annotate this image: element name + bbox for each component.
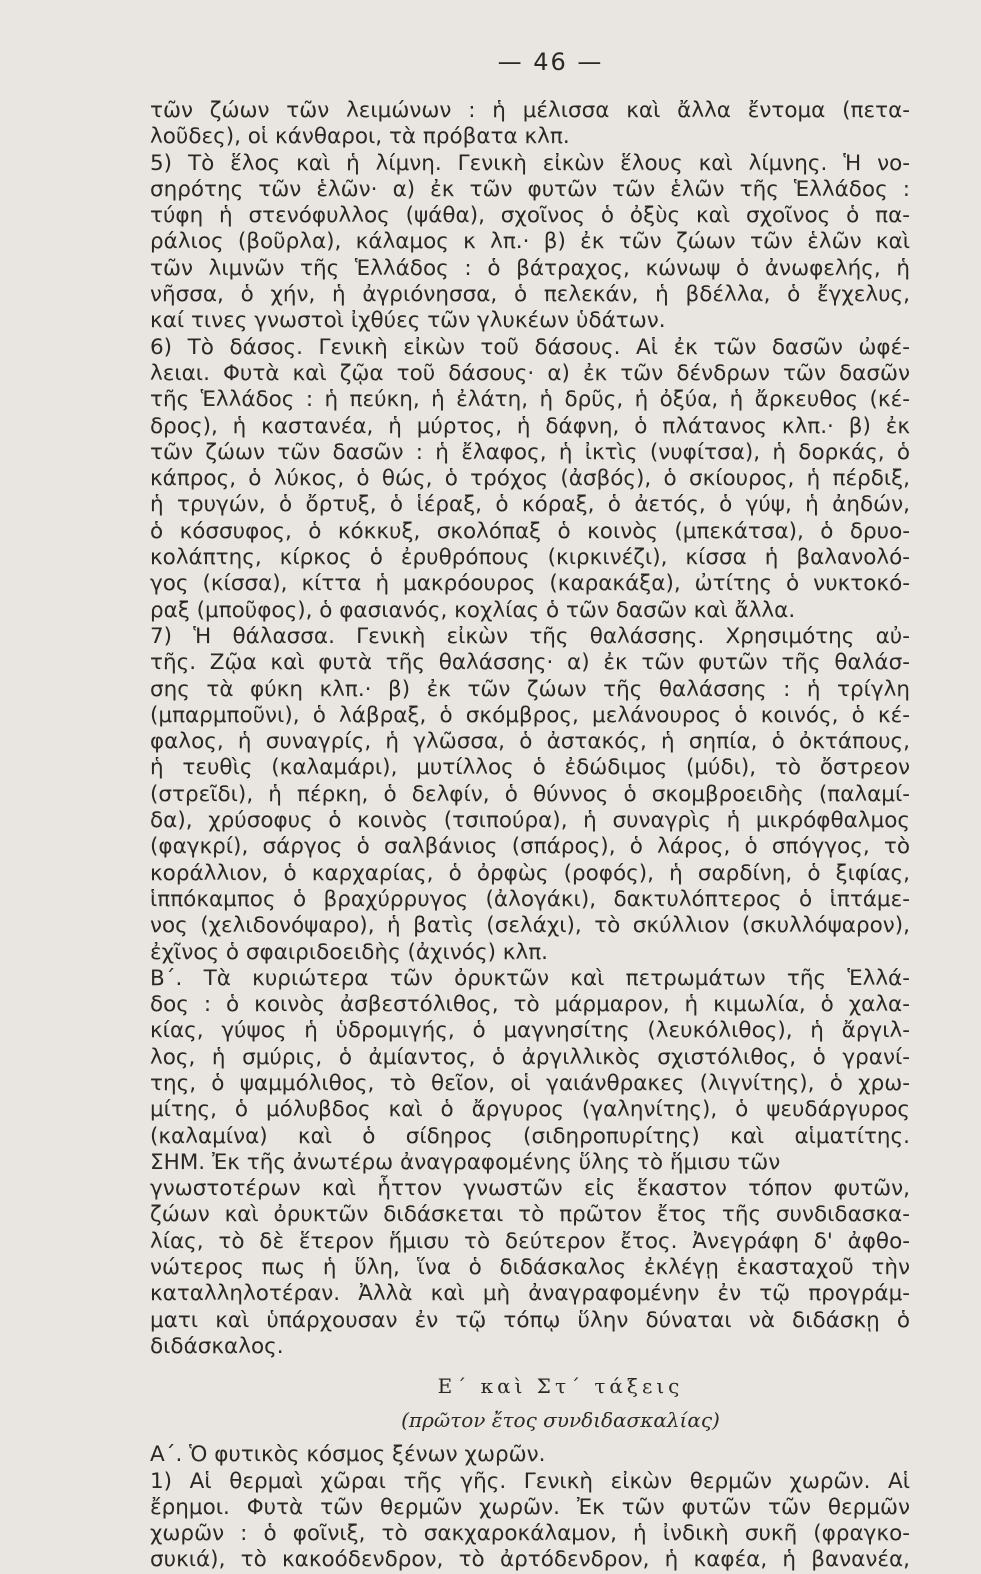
text-line: συκιά), τὸ κακοόδενδρον, τὸ ἀρτόδενδρον, ἡ καφέα, ἡ βανανέα, [150, 1547, 910, 1573]
text-line: διδάσκαλος. [150, 1333, 284, 1359]
section-heading: Ε΄ καὶ Στ΄ τάξεις [437, 1374, 684, 1399]
text-line: 7) Ἡ θάλασσα. Γενικὴ εἰκὼν τῆς θαλάσσης. Χρησιμότης αὐ- [150, 623, 910, 649]
text-line: ἡ τρυγών, ὁ ὄρτυξ, ὁ ἱέραξ, ὁ κόραξ, ὁ ἀετός, ὁ γύψ, ἡ ἀηδών, [150, 492, 910, 518]
text-line: λοῦδες), οἱ κάνθαροι, τὰ πρόβατα κλπ. [150, 124, 570, 150]
page-number: — 46 — [497, 48, 604, 76]
text-line: της, ὁ ψαμμόλιθος, τὸ θεῖον, οἱ γαιάνθρακες (λιγνίτης), ὁ χρω- [150, 1070, 910, 1096]
text-line: τύφη ἡ στενόφυλλος (ψάθα), σχοῖνος ὁ ὀξὺς καὶ σχοῖνος ὁ πα- [150, 203, 910, 229]
text-line: Α΄. Ὁ φυτικὸς κόσμος ξένων χωρῶν. [150, 1442, 546, 1468]
text-line: (στρεῖδι), ἡ πέρκη, ὁ δελφίν, ὁ θύννος ὁ σκομβροειδὴς (παλαμί- [150, 781, 910, 807]
text-line: ράλιος (βοῦρλα), κάλαμος κ λπ.· β) ἐκ τῶν ζώων τῶν ἑλῶν καὶ [150, 229, 910, 255]
text-line: γος (κίσσα), κίττα ἡ μακρόουρος (καρακάξα), ὠτίτης ὁ νυκτοκό- [150, 571, 910, 597]
body-text-block-2 [150, 1442, 911, 1573]
text-line: δος : ὁ κοινὸς ἀσβεστόλιθος, τὸ μάρμαρον, ἡ κιμωλία, ὁ χαλα- [150, 992, 910, 1018]
text-line: νώτερος πως ἡ ὕλη, ἵνα ὁ διδάσκαλος ἐκλέγῃ ἑκασταχοῦ τὴν [150, 1255, 910, 1281]
text-line: ἱππόκαμπος ὁ βραχύρρυγος (ἀλογάκι), δακτυλόπτερος ὁ ἱπτάμε- [150, 886, 910, 912]
text-line: ἡ τευθὶς (καλαμάρι), μυτίλλος ὁ ἐδώδιμος (μύδι), τὸ ὄστρεον [150, 755, 910, 781]
text-line: σηρότης τῶν ἑλῶν· α) ἐκ τῶν φυτῶν τῶν ἑλῶν τῆς Ἑλλάδος : [150, 176, 910, 202]
text-line: καί τινες γνωστοὶ ἰχθύες τῶν γλυκέων ὑδάτων. [150, 308, 666, 334]
text-line: κίας, γύψος ἡ ὑδρομιγής, ὁ μαγνησίτης (λευκόλιθος), ἡ ἄργιλ- [150, 1018, 910, 1044]
text-line: καταλληλοτέραν. Ἀλλὰ καὶ μὴ ἀναγραφομένην ἐν τῷ προγράμ- [150, 1281, 910, 1307]
body-text-block-1 [150, 98, 911, 1360]
text-line: νῆσσα, ὁ χήν, ἡ ἀγριόνησσα, ὁ πελεκάν, ἡ βδέλλα, ὁ ἔγχελυς, [150, 282, 910, 308]
text-line: λειαι. Φυτὰ καὶ ζῷα τοῦ δάσους· α) ἐκ τῶν δένδρων τῶν δασῶν [150, 360, 910, 386]
text-line: ἔρημοι. Φυτὰ τῶν θερμῶν χωρῶν. Ἐκ τῶν φυτῶν τῶν θερμῶν [150, 1494, 910, 1520]
text-line: Β΄. Τὰ κυριώτερα τῶν ὀρυκτῶν καὶ πετρωμάτων τῆς Ἑλλά- [150, 965, 910, 991]
text-line: φαλος, ἡ συναγρίς, ἡ γλῶσσα, ὁ ἀστακός, ἡ σηπία, ὁ ὀκτάπους, [150, 729, 910, 755]
text-line: ἐχῖνος ὁ σφαιριδοειδὴς (ἀχινός) κλπ. [150, 939, 548, 965]
text-line: κολάπτης, κίρκος ὁ ἐρυθρόπους (κιρκινέζι), κίσσα ἡ βαλανολό- [150, 545, 910, 571]
text-line: ματι καὶ ὑπάρχουσαν ἐν τῷ τόπῳ ὕλην δύναται νὰ διδάσκῃ ὁ [150, 1307, 910, 1333]
text-line: 6) Τὸ δάσος. Γενικὴ εἰκὼν τοῦ δάσους. Αἱ ἐκ τῶν δασῶν ὠφέ- [150, 334, 910, 360]
text-line: ζώων καὶ ὀρυκτῶν διδάσκεται τὸ πρῶτον ἔτος τῆς συνδιδασκα- [150, 1202, 910, 1228]
text-line: 5) Τὸ ἕλος καὶ ἡ λίμνη. Γενικὴ εἰκὼν ἕλους καὶ λίμνης. Ἡ νο- [150, 150, 910, 176]
text-line: κάπρος, ὁ λύκος, ὁ θώς, ὁ τρόχος (ἀσβός), ὁ σκίουρος, ἡ πέρδιξ, [150, 466, 910, 492]
text-line: κοράλλιον, ὁ καρχαρίας, ὁ ὀρφὼς (ροφός), ἡ σαρδίνη, ὁ ξιφίας, [150, 860, 910, 886]
text-line: τῶν λιμνῶν τῆς Ἑλλάδος : ὁ βάτραχος, κώνωψ ὁ ἀνωφελής, ἡ [150, 255, 910, 281]
text-line: τῶν ζώων τῶν λειμώνων : ἡ μέλισσα καὶ ἄλλα ἔντομα (πετα- [150, 98, 910, 123]
text-line: 1) Αἱ θερμαὶ χῶραι τῆς γῆς. Γενικὴ εἰκὼν θερμῶν χωρῶν. Αἱ [150, 1468, 910, 1494]
text-line: δρος), ἡ καστανέα, ἡ μύρτος, ἡ δάφνη, ὁ πλάτανος κλπ.· β) ἐκ [150, 413, 910, 439]
text-line: τῆς. Ζῷα καὶ φυτὰ τῆς θαλάσσης· α) ἐκ τῶν φυτῶν τῆς θαλάσ- [150, 650, 910, 676]
text-line: γνωστοτέρων καὶ ἧττον γνωστῶν εἰς ἕκαστον τόπον φυτῶν, [150, 1176, 910, 1202]
text-line: νος (χελιδονόψαρο), ἡ βατὶς (σελάχι), τὸ σκύλλιον (σκυλλόψαρον), [150, 913, 910, 939]
text-line: ραξ (μποῦφος), ὁ φασιανός, κοχλίας ὁ τῶν δασῶν καὶ ἄλλα. [150, 597, 796, 623]
text-line: λίας, τὸ δὲ ἕτερον ἥμισυ τὸ δεύτερον ἔτος. Ἀνεγράφη δ' ἀφθο- [150, 1228, 910, 1254]
text-line: χωρῶν : ὁ φοῖνιξ, τὸ σακχαροκάλαμον, ἡ ἰνδικὴ συκῆ (φραγκο- [150, 1521, 910, 1547]
text-line: τῆς Ἑλλάδος : ἡ πεύκη, ἡ ἐλάτη, ἡ δρῦς, ἡ ὀξύα, ἡ ἄρκευθος (κέ- [150, 387, 910, 413]
text-line: (καλαμίνα) καὶ ὁ σίδηρος (σιδηροπυρίτης) καὶ αἱματίτης. [150, 1123, 910, 1149]
text-line: ΣΗΜ. Ἐκ τῆς ἀνωτέρω ἀναγραφομένης ὕλης τὸ ἥμισυ τῶν [150, 1149, 781, 1175]
text-line: ὁ κόσσυφος, ὁ κόκκυξ, σκολόπαξ ὁ κοινὸς (μπεκάτσα), ὁ δρυο- [150, 518, 910, 544]
text-line: δα), χρύσοφυς ὁ κοινὸς (τσιπούρα), ἡ συναγρὶς ἡ μικρόφθαλμος [150, 808, 910, 834]
text-line: λος, ἡ σμύρις, ὁ ἀμίαντος, ὁ ἀργιλλικὸς σχιστόλιθος, ὁ γρανί- [150, 1044, 910, 1070]
text-line: (μπαρμποῦνι), ὁ λάβραξ, ὁ σκόμβρος, μελάνουρος ὁ κοινός, ὁ κέ- [150, 702, 910, 728]
text-line: μίτης, ὁ μόλυβδος καὶ ὁ ἄργυρος (γαληνίτης), ὁ ψευδάργυρος [150, 1097, 910, 1123]
text-line: (φαγκρί), σάργος ὁ σαλβάνιος (σπάρος), ὁ λάρος, ὁ σπόγγος, τὸ [150, 834, 910, 860]
section-subheading: (πρῶτον ἔτος συνδιδασκαλίας) [401, 1408, 720, 1433]
text-line: σης τὰ φύκη κλπ.· β) ἐκ τῶν ζώων τῆς θαλάσσης : ἡ τρίγλη [150, 676, 910, 702]
text-line: τῶν ζώων τῶν δασῶν : ἡ ἔλαφος, ἡ ἰκτὶς (νυφίτσα), ἡ δορκάς, ὁ [150, 439, 910, 465]
